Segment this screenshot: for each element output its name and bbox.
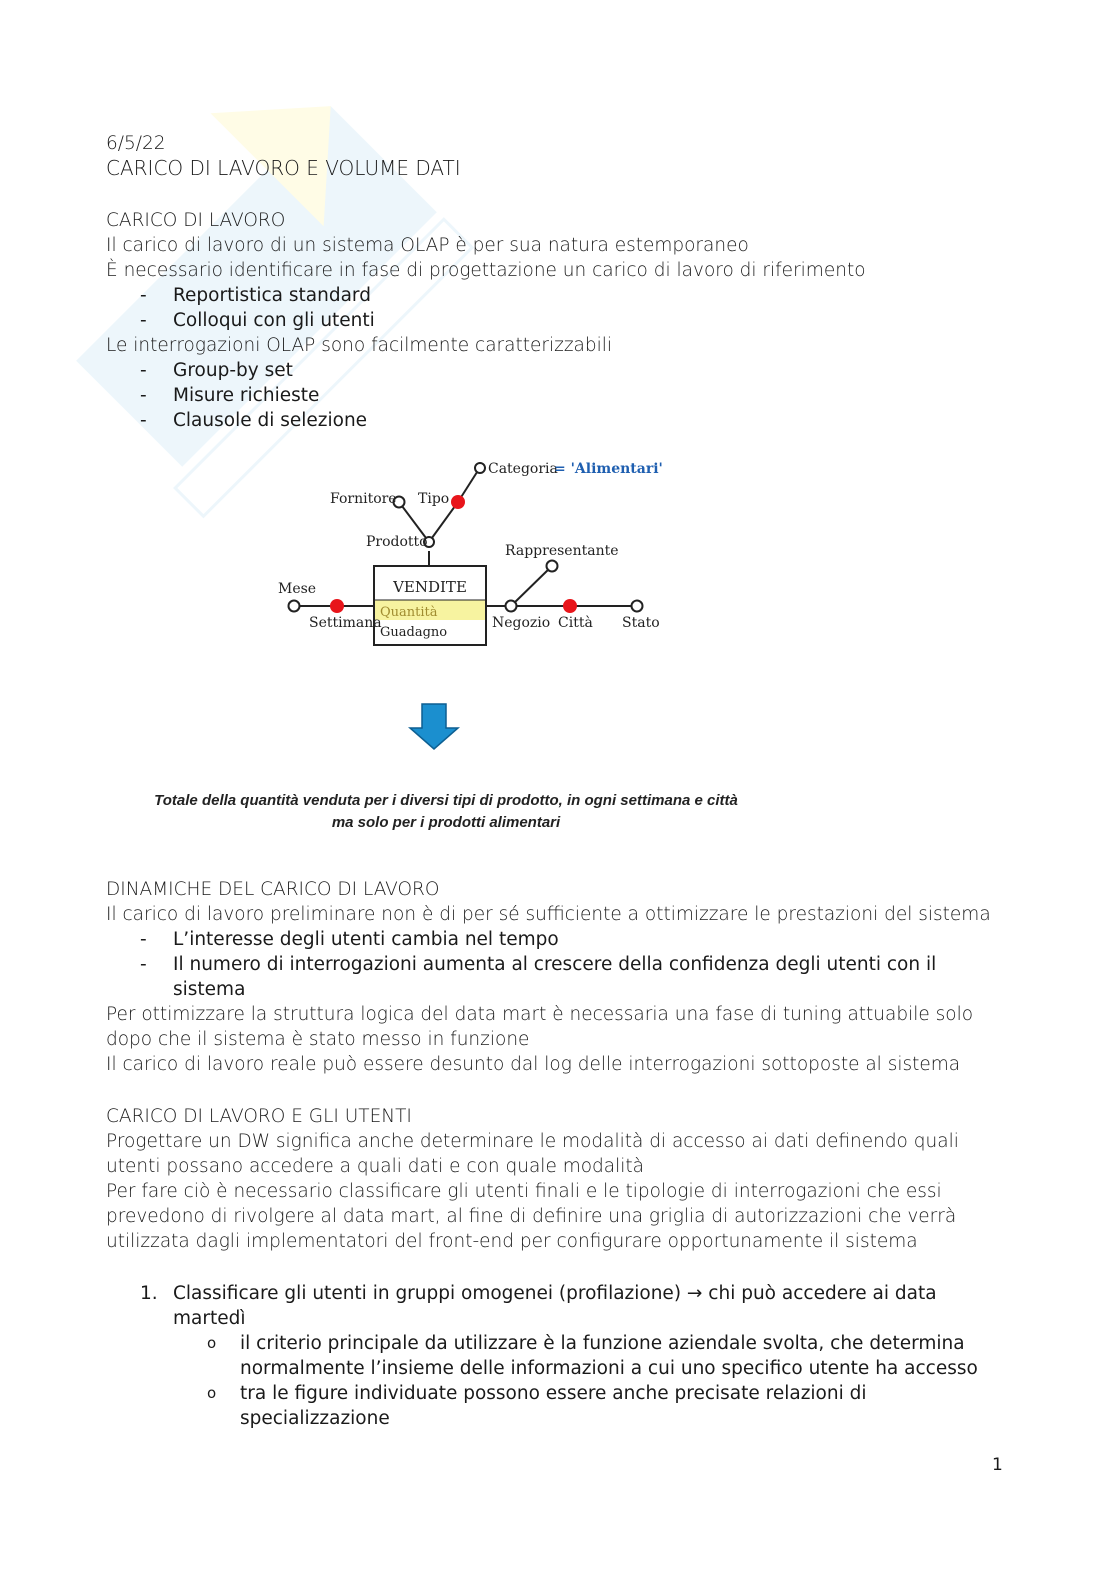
item-text: martedì xyxy=(173,1308,246,1329)
list-item-text: Colloqui con gli utenti xyxy=(173,310,375,331)
list-item-continuation xyxy=(106,977,1006,1002)
node-stato xyxy=(632,601,643,612)
paragraph: Il carico di lavoro reale può essere desunto dal log delle interrogazioni sottoposte al sistema xyxy=(106,1054,961,1075)
caption-line: ma solo per i prodotti alimentari xyxy=(331,814,561,831)
list-item-text: Misure richieste xyxy=(173,385,320,406)
node-rappresentante xyxy=(547,561,558,572)
fact-name: VENDITE xyxy=(393,578,467,596)
paragraph: Il carico di lavoro di un sistema OLAP è per sua natura estemporaneo xyxy=(106,235,749,256)
paragraph: prevedono di rivolgere al data mart, al fine di definire una griglia di autorizzazioni che verrà xyxy=(106,1206,957,1227)
node-settimana-selected xyxy=(330,599,344,613)
sub-item-continuation xyxy=(106,1406,1006,1431)
section-heading: DINAMICHE DEL CARICO DI LAVORO xyxy=(106,879,440,900)
caption-line: Totale della quantità venduta per i diversi tipi di prodotto, in ogni settimana e città xyxy=(154,792,738,809)
list-item: - L’interesse degli utenti cambia nel tempo xyxy=(140,929,559,950)
item-number: 1. xyxy=(140,1283,158,1304)
list-item: - Il numero di interrogazioni aumenta al crescere della confidenza degli utenti con il xyxy=(140,954,937,975)
list-item: - Colloqui con gli utenti xyxy=(140,310,375,331)
list-item-text: Clausole di selezione xyxy=(173,410,368,431)
paragraph: Per fare ciò è necessario classificare gli utenti finali e le tipologie di interrogazioni che essi xyxy=(106,1181,942,1202)
arrow-down-icon xyxy=(408,702,460,752)
paragraph: utenti possano accedere a quali dati e con quale modalità xyxy=(106,1156,644,1177)
paragraph: È necessario identificare in fase di progettazione un carico di lavoro di riferimento xyxy=(106,260,866,281)
list-item-text: sistema xyxy=(173,979,246,1000)
list-item: - Clausole di selezione xyxy=(140,410,368,431)
sub-item: o tra le figure individuate possono essere anche precisate relazioni di xyxy=(207,1383,867,1404)
sub-item-text: specializzazione xyxy=(240,1408,390,1429)
document-date: 6/5/22 xyxy=(106,133,166,154)
paragraph: Le interrogazioni OLAP sono facilmente caratterizzabili xyxy=(106,335,613,356)
numbered-item xyxy=(106,1281,1006,1306)
node-citta-selected xyxy=(563,599,577,613)
node-negozio xyxy=(506,601,517,612)
paragraph: Progettare un DW significa anche determinare le modalità di accesso ai dati definendo quali xyxy=(106,1131,959,1152)
diagram-caption xyxy=(106,790,786,834)
list-item: - Misure richieste xyxy=(140,385,320,406)
sub-item: o il criterio principale da utilizzare è la funzione aziendale svolta, che determina xyxy=(207,1333,965,1354)
list-item-text: Group-by set xyxy=(173,360,293,381)
document-title: CARICO DI LAVORO E VOLUME DATI xyxy=(106,156,461,180)
item-text: Classificare gli utenti in gruppi omogenei (profilazione) → chi può accedere ai data xyxy=(173,1283,937,1304)
label-settimana: Settimana xyxy=(309,615,382,631)
list-item: - Reportistica standard xyxy=(140,285,371,306)
section-heading: CARICO DI LAVORO E GLI UTENTI xyxy=(106,1106,412,1127)
paragraph: utilizzata dagli implementatori del front-end per configurare opportunamente il sistema xyxy=(106,1231,918,1252)
measure-quantita: Quantità xyxy=(380,605,438,620)
sub-item-text: normalmente l’insieme delle informazioni a cui uno specifico utente ha accesso xyxy=(240,1358,978,1379)
sub-item-continuation xyxy=(106,1356,1006,1381)
selection-condition: = 'Alimentari' xyxy=(554,461,663,477)
label-categoria: Categoria xyxy=(488,461,558,477)
list-item-text: L’interesse degli utenti cambia nel tempo xyxy=(173,929,559,950)
list-item: - Group-by set xyxy=(140,360,293,381)
paragraph: Per ottimizzare la struttura logica del data mart è necessaria una fase di tuning attuabile solo xyxy=(106,1004,974,1025)
label-negozio: Negozio xyxy=(492,615,551,631)
label-tipo: Tipo xyxy=(418,491,450,507)
node-categoria xyxy=(475,463,485,473)
section-header xyxy=(106,131,1006,433)
measure-guadagno: Guadagno xyxy=(380,625,448,640)
label-citta: Città xyxy=(558,615,593,631)
numbered-item-continuation xyxy=(106,1306,1006,1331)
label-stato: Stato xyxy=(622,615,660,631)
label-prodotto: Prodotto xyxy=(366,534,428,550)
label-rappresentante: Rappresentante xyxy=(505,543,619,559)
list-item-text: Il numero di interrogazioni aumenta al crescere della confidenza degli utenti con il xyxy=(173,954,937,975)
label-fornitore: Fornitore xyxy=(330,491,397,507)
node-mese xyxy=(289,601,300,612)
fact-schema-diagram xyxy=(270,455,690,655)
section-heading: CARICO DI LAVORO xyxy=(106,210,286,231)
section-dynamics xyxy=(106,877,1006,1431)
sub-item-text: tra le figure individuate possono essere anche precisate relazioni di xyxy=(240,1383,867,1404)
label-mese: Mese xyxy=(278,581,317,597)
paragraph: Il carico di lavoro preliminare non è di per sé sufficiente a ottimizzare le prestazioni del sistema xyxy=(106,904,991,925)
sub-item-text: il criterio principale da utilizzare è la funzione aziendale svolta, che determina xyxy=(240,1333,965,1354)
list-item-text: Reportistica standard xyxy=(173,285,371,306)
paragraph: dopo che il sistema è stato messo in funzione xyxy=(106,1029,530,1050)
node-tipo-selected xyxy=(451,495,465,509)
page-number: 1 xyxy=(992,1455,1003,1475)
